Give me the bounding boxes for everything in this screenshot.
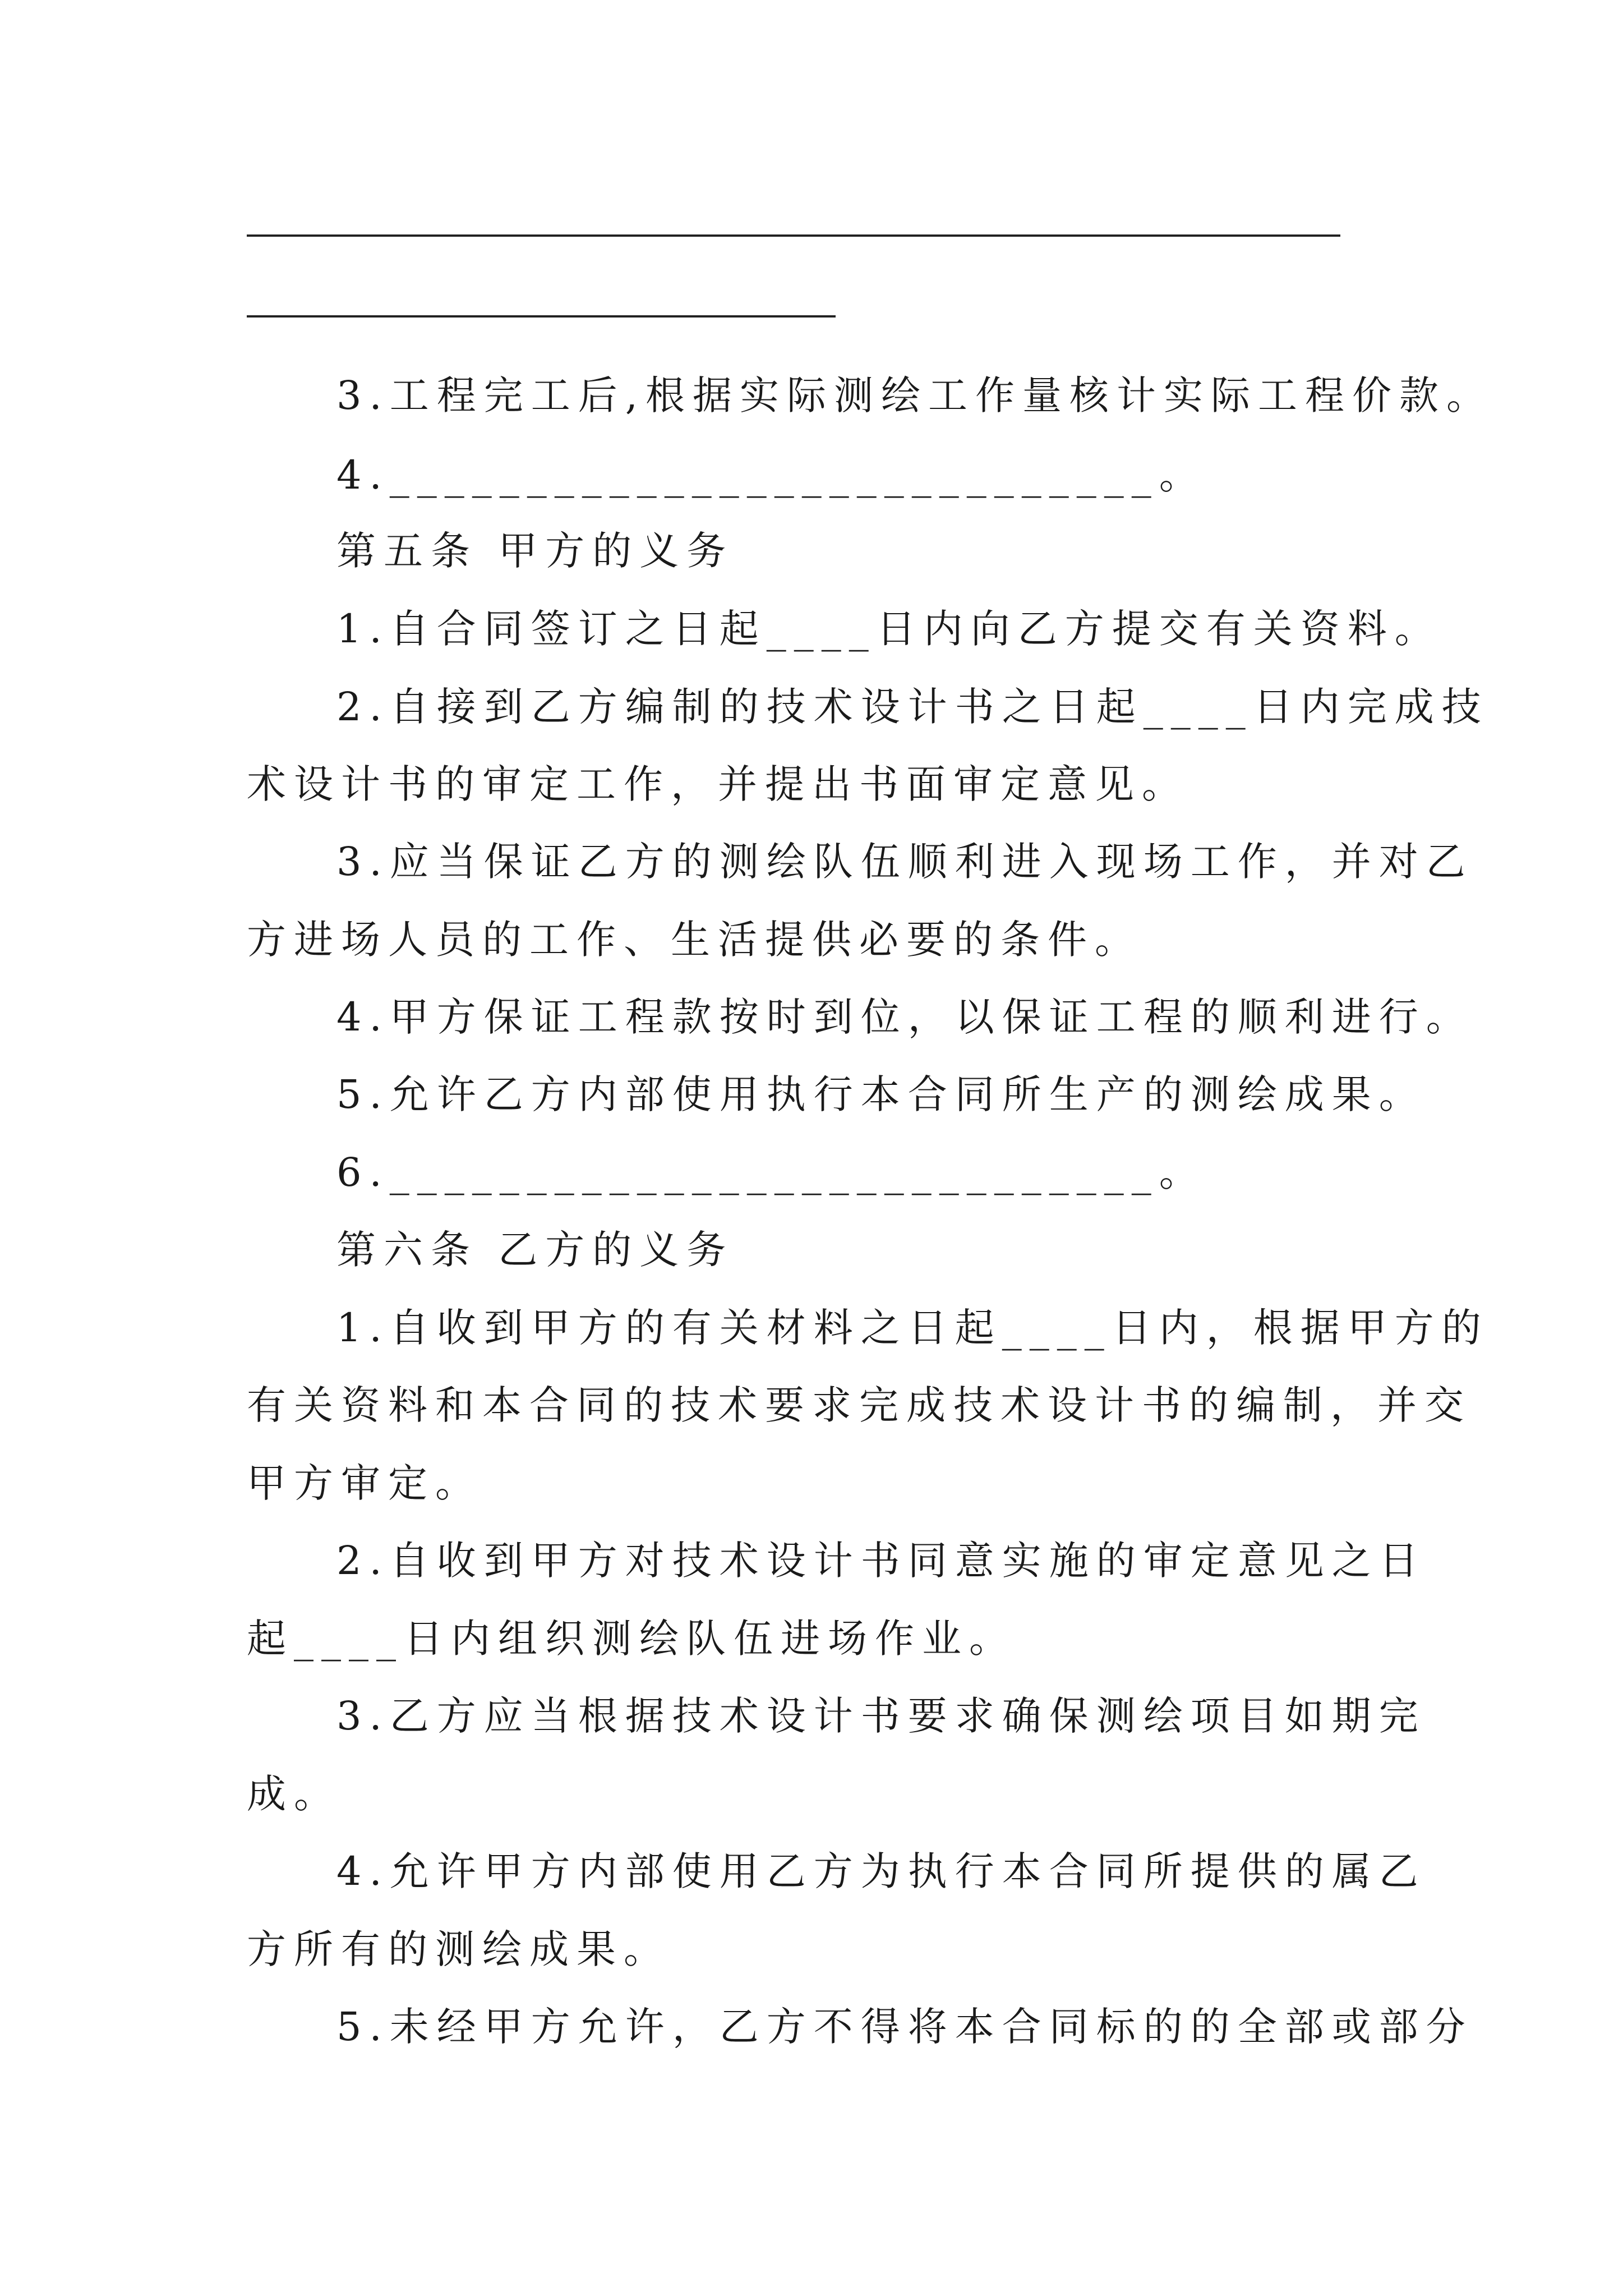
article-6-item-3: 3.乙方应当根据技术设计书要求确保测绘项目如期完 — [336, 1693, 1426, 1739]
article-6-item-1-cont2: 甲方审定。 — [247, 1460, 482, 1506]
article-5-item-2: 2.自接到乙方编制的技术设计书之日起____日内完成技 — [336, 684, 1489, 730]
article-5-item-1: 1.自合同签订之日起____日内向乙方提交有关资料。 — [336, 606, 1442, 652]
article-6-item-2: 2.自收到甲方对技术设计书同意实施的审定意见之日 — [336, 1538, 1426, 1584]
article-5-item-3: 3.应当保证乙方的测绘队伍顺利进入现场工作，并对乙 — [336, 839, 1473, 885]
article-6-item-1: 1.自收到甲方的有关材料之日起____日内，根据甲方的 — [336, 1305, 1489, 1351]
article-5-item-6: 6.____________________________。 — [336, 1149, 1206, 1195]
top-rule-short — [247, 315, 836, 318]
article-6-item-5: 5.未经甲方允许，乙方不得将本合同标的的全部或部分 — [336, 2004, 1473, 2050]
clause-4-item-3: 3.工程完工后,根据实际测绘工作量核计实际工程价款。 — [336, 372, 1494, 418]
article-6-item-4-cont: 方所有的测绘成果。 — [247, 1926, 671, 1972]
article-5-item-4: 4.甲方保证工程款按时到位，以保证工程的顺利进行。 — [336, 994, 1473, 1040]
article-5-item-3-cont: 方进场人员的工作、生活提供必要的条件。 — [247, 917, 1142, 963]
article-6-item-3-cont: 成。 — [247, 1771, 341, 1817]
article-5-item-5: 5.允许乙方内部使用执行本合同所生产的测绘成果。 — [336, 1071, 1426, 1117]
article-5-item-2-cont: 术设计书的审定工作，并提出书面审定意见。 — [247, 761, 1189, 807]
top-rule-long — [247, 234, 1340, 237]
article-6-item-1-cont: 有关资料和本合同的技术要求完成技术设计书的编制，并交 — [247, 1382, 1472, 1428]
article-6-heading: 第六条 乙方的义务 — [336, 1227, 734, 1273]
article-6-item-4: 4.允许甲方内部使用乙方为执行本合同所提供的属乙 — [336, 1848, 1426, 1894]
article-5-heading: 第五条 甲方的义务 — [336, 528, 734, 574]
clause-4-item-4: 4.____________________________。 — [336, 452, 1206, 498]
article-6-item-2-cont: 起____日内组织测绘队伍进场作业。 — [247, 1616, 1016, 1662]
